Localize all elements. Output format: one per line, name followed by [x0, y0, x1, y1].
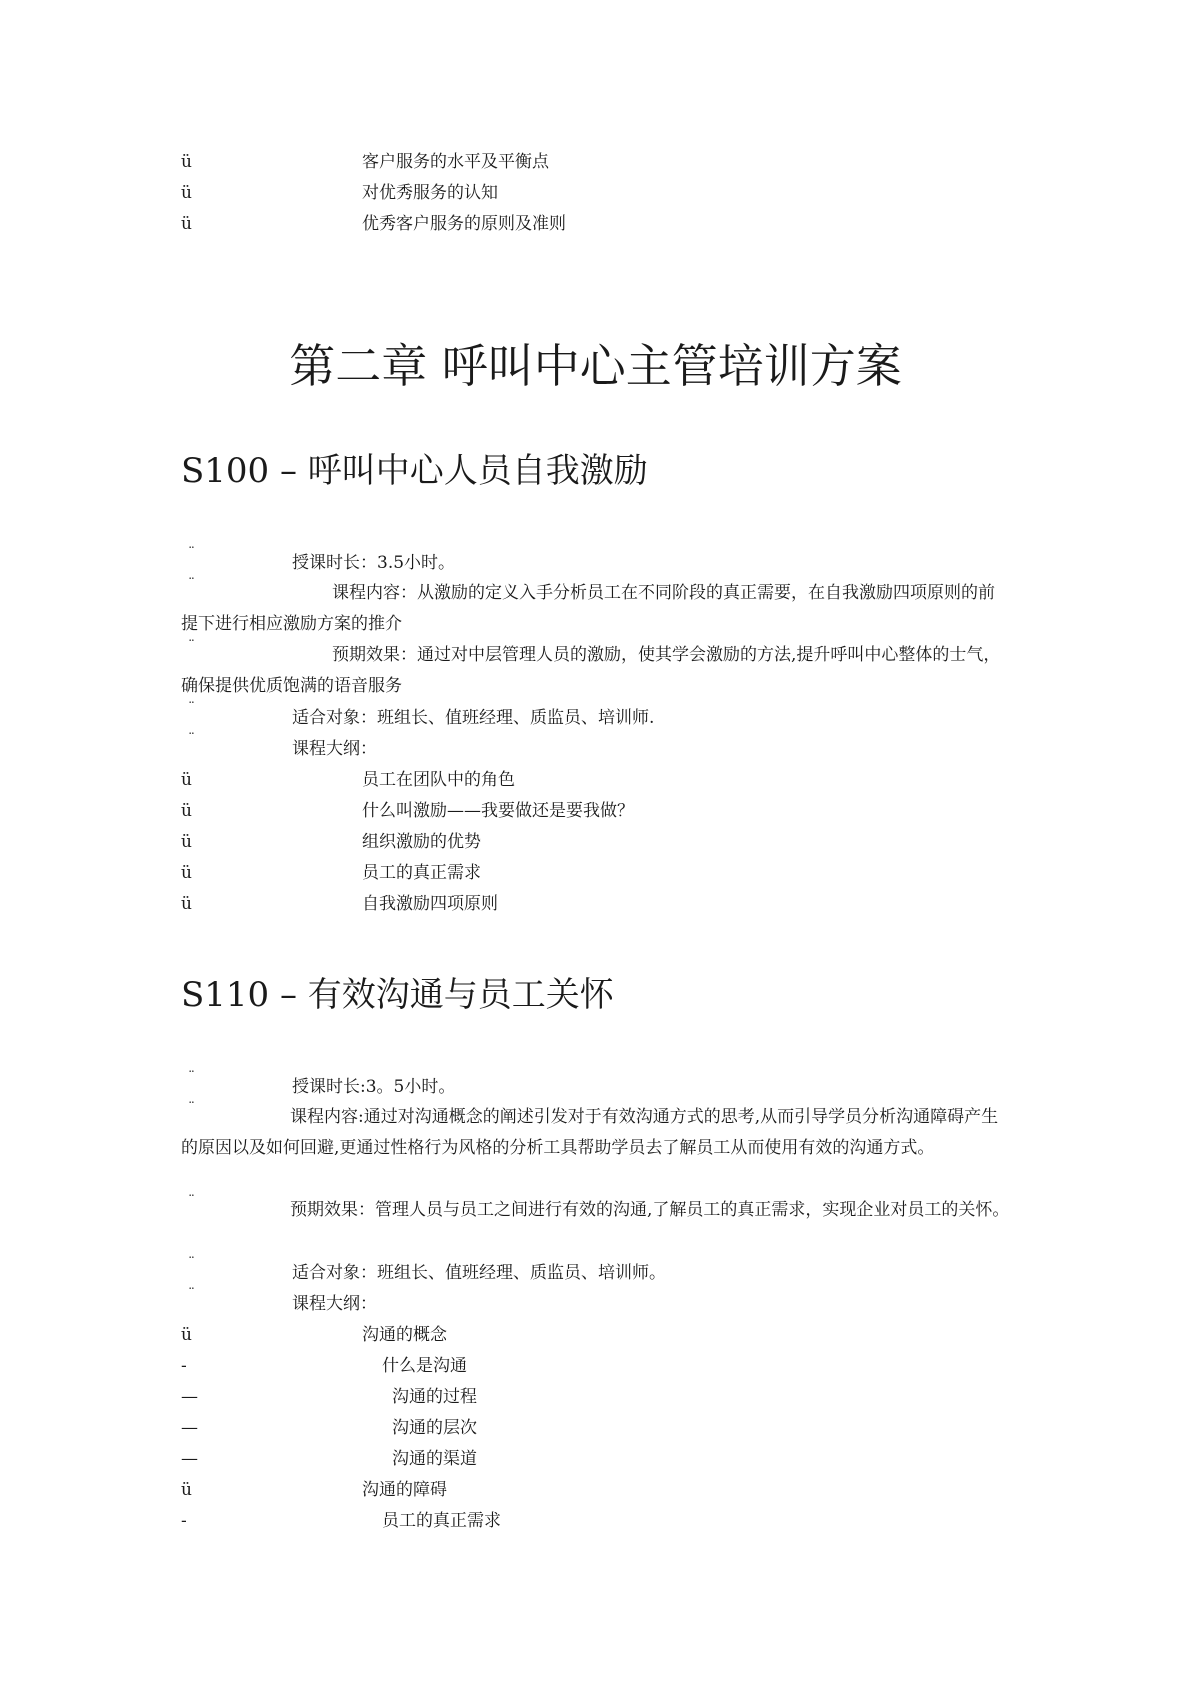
- outline-item: 员工的真正需求: [362, 863, 481, 883]
- outline-subitem: 沟通的过程: [392, 1387, 477, 1407]
- outline-item: 员工在团队中的角色: [362, 770, 515, 790]
- outline-marker: —: [181, 1387, 198, 1407]
- course-duration: 授课时长：3.5小时。: [292, 553, 456, 573]
- dots-marker: ¨: [188, 1100, 195, 1116]
- check-marker: ü: [181, 152, 192, 172]
- dots-marker: ¨: [188, 1069, 195, 1085]
- outline-subitem: 什么是沟通: [382, 1356, 467, 1376]
- outline-item: 什么叫激励——我要做还是要我做？: [362, 801, 634, 821]
- check-marker: ü: [181, 894, 192, 914]
- outline-item: 自我激励四项原则: [362, 894, 498, 914]
- outline-item: 沟通的概念: [362, 1325, 447, 1345]
- chapter-title: 第二章 呼叫中心主管培训方案: [289, 339, 902, 393]
- check-marker: ü: [181, 214, 192, 234]
- dots-marker: ¨: [188, 638, 195, 654]
- list-item: 客户服务的水平及平衡点: [362, 152, 549, 172]
- check-marker: ü: [181, 770, 192, 790]
- outline-marker: -: [181, 1356, 187, 1376]
- outline-marker: —: [181, 1449, 198, 1469]
- check-marker: ü: [181, 801, 192, 821]
- dots-marker: ¨: [188, 545, 195, 561]
- course-effect: 预期效果：管理人员与员工之间进行有效的沟通,了解员工的真正需求，实现企业对员工的关怀。: [290, 1200, 1010, 1220]
- section-title-s110: S110 – 有效沟通与员工关怀: [181, 975, 614, 1015]
- dots-marker: ¨: [188, 700, 195, 716]
- outline-item: 组织激励的优势: [362, 832, 481, 852]
- list-item: 对优秀服务的认知: [362, 183, 498, 203]
- check-marker: ü: [181, 863, 192, 883]
- dots-marker: ¨: [188, 1255, 195, 1271]
- dots-marker: ¨: [188, 1193, 195, 1209]
- dots-marker: ¨: [188, 731, 195, 747]
- outline-subitem: 沟通的渠道: [392, 1449, 477, 1469]
- course-audience: 适合对象：班组长、值班经理、质监员、培训师.: [292, 708, 655, 728]
- course-effect: 预期效果：通过对中层管理人员的激励，使其学会激励的方法,提升呼叫中心整体的士气，确保提供优质饱满的语音服务: [181, 645, 1001, 696]
- check-marker: ü: [181, 832, 192, 852]
- check-marker: ü: [181, 183, 192, 203]
- outline-marker: —: [181, 1418, 198, 1438]
- outline-label: 课程大纲：: [292, 1294, 377, 1314]
- outline-item: 沟通的障碍: [362, 1480, 447, 1500]
- dots-marker: ¨: [188, 576, 195, 592]
- course-audience: 适合对象：班组长、值班经理、质监员、培训师。: [292, 1263, 666, 1283]
- outline-marker: -: [181, 1511, 187, 1531]
- list-item: 优秀客户服务的原则及准则: [362, 214, 566, 234]
- outline-marker: ü: [181, 1480, 192, 1500]
- course-duration: 授课时长:3。5小时。: [292, 1077, 456, 1097]
- course-content: 课程内容:通过对沟通概念的阐述引发对于有效沟通方式的思考,从而引导学员分析沟通障碍产生的原因以及如何回避,更通过性格行为风格的分析工具帮助学员去了解员工从而使用有效的沟通方式。: [181, 1107, 999, 1158]
- outline-marker: ü: [181, 1325, 192, 1345]
- section-title-s100: S100 – 呼叫中心人员自我激励: [181, 451, 648, 491]
- outline-subitem: 员工的真正需求: [382, 1511, 501, 1531]
- outline-subitem: 沟通的层次: [392, 1418, 477, 1438]
- dots-marker: ¨: [188, 1286, 195, 1302]
- outline-label: 课程大纲：: [292, 739, 377, 759]
- course-content: 课程内容：从激励的定义入手分析员工在不同阶段的真正需要，在自我激励四项原则的前提下进行相应激励方案的推介: [181, 583, 995, 634]
